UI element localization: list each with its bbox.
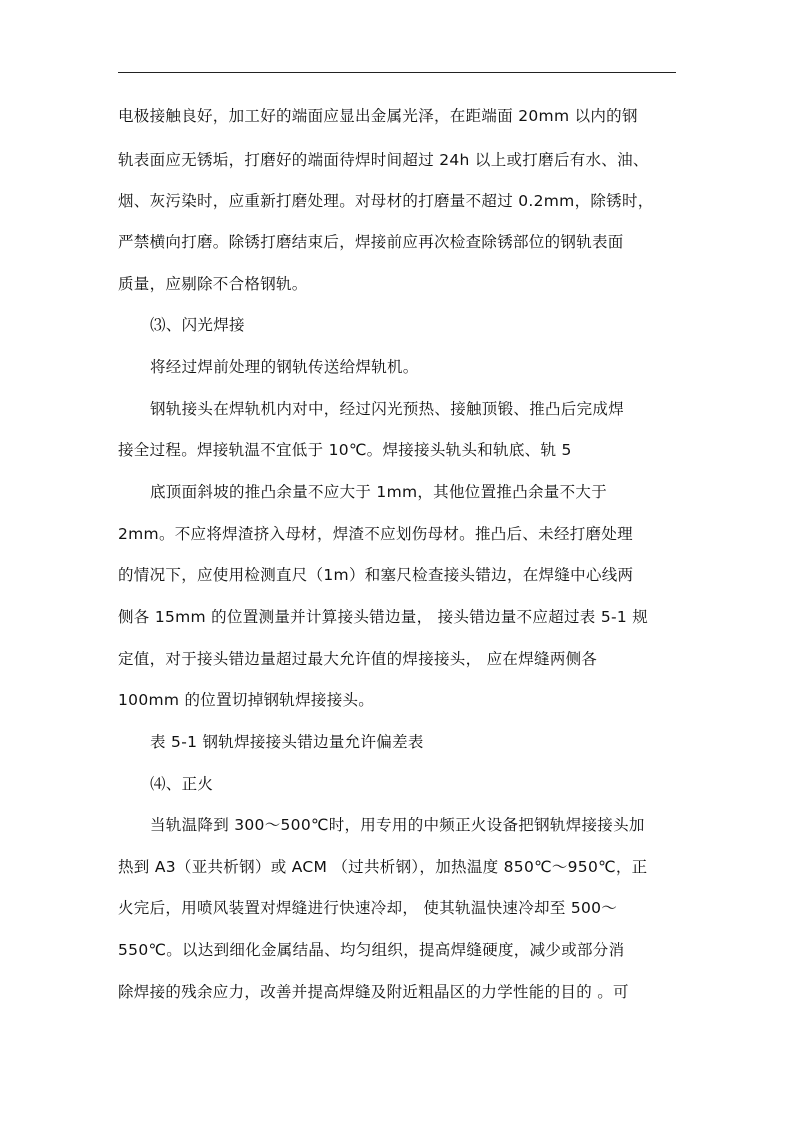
header-rule xyxy=(118,72,676,73)
section-heading: ⑷、正火 xyxy=(150,775,214,793)
text-line: 2mm。不应将焊渣挤入母材，焊渣不应划伤母材。推凸后、未经打磨处理 xyxy=(118,525,633,543)
text-line: 接全过程。焊接轨温不宜低于 10℃。焊接接头轨头和轨底、轨 5 xyxy=(118,441,572,459)
section-heading: ⑶、闪光焊接 xyxy=(150,316,245,334)
text-line: 550℃。以达到细化金属结晶、均匀组织，提高焊缝硬度，减少或部分消 xyxy=(118,941,625,959)
text-line: 严禁横向打磨。除锈打磨结束后，焊接前应再次检查除锈部位的钢轨表面 xyxy=(118,233,624,251)
table-caption: 表 5-1 钢轨焊接接头错边量允许偏差表 xyxy=(150,733,424,751)
text-line: 的情况下，应使用检测直尺（1m）和塞尺检查接头错边，在焊缝中心线两 xyxy=(118,566,634,584)
text-line: 热到 A3（亚共析钢）或 ACM （过共析钢），加热温度 850℃～950℃，正 xyxy=(118,858,648,876)
text-line: 当轨温降到 300～500℃时，用专用的中频正火设备把钢轨焊接接头加 xyxy=(150,816,645,834)
text-line: 定值，对于接头错边量超过最大允许值的焊接接头， 应在焊缝两侧各 xyxy=(118,650,598,668)
text-line: 钢轨接头在焊轨机内对中，经过闪光预热、接触顶锻、推凸后完成焊 xyxy=(150,400,625,418)
text-line: 底顶面斜坡的推凸余量不应大于 1mm，其他位置推凸余量不大于 xyxy=(150,483,607,501)
text-line: 质量，应剔除不合格钢轨。 xyxy=(118,275,308,293)
text-line: 火完后，用喷风装置对焊缝进行快速冷却， 使其轨温快速冷却至 500～ xyxy=(118,899,618,917)
text-line: 将经过焊前处理的钢轨传送给焊轨机。 xyxy=(150,358,419,376)
text-line: 轨表面应无锈垢，打磨好的端面待焊时间超过 24h 以上或打磨后有水、油、 xyxy=(118,151,649,169)
text-line: 100mm 的位置切掉钢轨焊接接头。 xyxy=(118,691,375,709)
text-line: 电极接触良好，加工好的端面应显出金属光泽，在距端面 20mm 以内的钢 xyxy=(118,107,638,125)
text-line: 烟、灰污染时，应重新打磨处理。对母材的打磨量不超过 0.2mm，除锈时， xyxy=(118,192,654,210)
text-line: 除焊接的残余应力，改善并提高焊缝及附近粗晶区的力学性能的目的 。可 xyxy=(118,983,629,1001)
text-line: 侧各 15mm 的位置测量并计算接头错边量， 接头错边量不应超过表 5-1 规 xyxy=(118,608,649,626)
